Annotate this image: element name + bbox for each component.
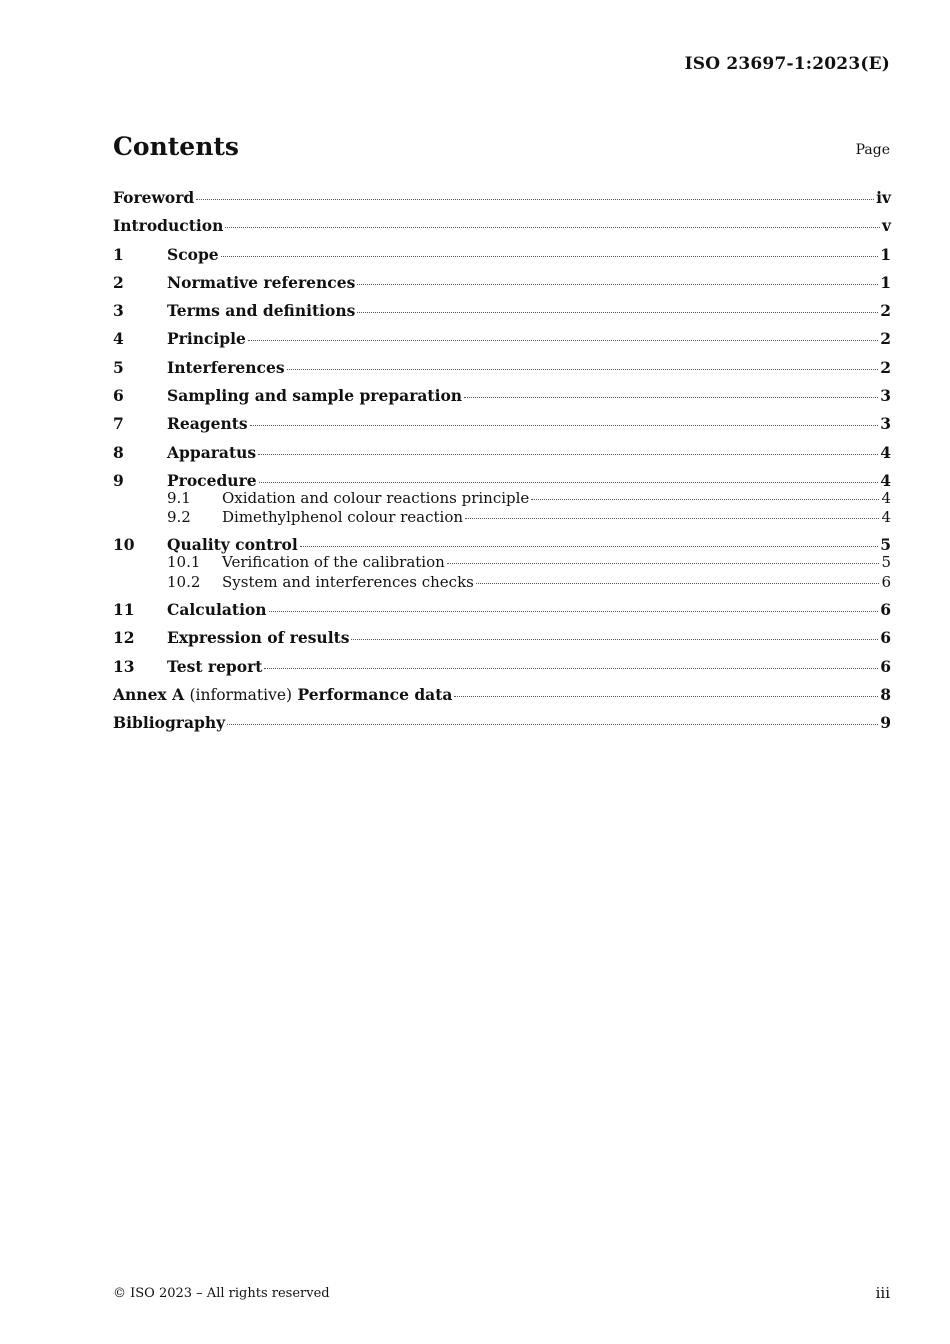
dot-leader <box>531 499 879 500</box>
toc-entry-expression-of-results[interactable] <box>113 625 891 653</box>
toc-number: 10 <box>113 535 135 555</box>
dot-leader <box>225 227 880 228</box>
toc-number: 9 <box>113 470 124 490</box>
toc-page: 9 <box>880 713 891 733</box>
table-of-contents <box>113 185 891 738</box>
dot-leader <box>476 583 880 584</box>
toc-title: Principle <box>167 329 246 349</box>
toc-title: Oxidation and colour reactions principle <box>222 488 530 507</box>
toc-title <box>113 684 452 706</box>
dot-leader <box>300 546 878 547</box>
annex-qualifier: (informative) <box>189 685 293 704</box>
toc-page: 5 <box>881 553 891 572</box>
footer-copyright: © ISO 2023 – All rights reserved <box>113 1286 330 1301</box>
toc-title: Reagents <box>167 414 248 434</box>
dot-leader <box>221 256 879 257</box>
toc-page: 3 <box>880 414 891 434</box>
toc-page: 1 <box>880 244 891 264</box>
toc-title: Procedure <box>167 470 257 490</box>
toc-entry-introduction[interactable] <box>113 213 891 241</box>
toc-page: 6 <box>881 572 891 591</box>
toc-entry-terms-and-definitions[interactable] <box>113 298 891 326</box>
toc-entry-bibliography[interactable] <box>113 710 891 738</box>
toc-page: 4 <box>881 508 891 527</box>
toc-page: iv <box>876 188 891 207</box>
toc-page: 2 <box>880 357 891 377</box>
toc-page: 5 <box>880 535 891 555</box>
dot-leader <box>464 397 878 398</box>
dot-leader <box>250 425 879 426</box>
toc-number: 2 <box>113 272 124 292</box>
annex-title: Performance data <box>297 684 453 704</box>
toc-entry-apparatus[interactable] <box>113 440 891 468</box>
toc-title: Introduction <box>113 216 224 236</box>
toc-entry-interferences[interactable] <box>113 355 891 383</box>
toc-number: 9.2 <box>167 508 191 527</box>
toc-title: Bibliography <box>113 713 226 733</box>
toc-entry-foreword[interactable] <box>113 185 891 213</box>
footer-page-number: iii <box>875 1284 890 1302</box>
toc-title: Normative references <box>167 272 356 292</box>
toc-title: Quality control <box>167 535 298 555</box>
toc-entry-scope[interactable] <box>113 242 891 270</box>
toc-page: 2 <box>880 301 891 321</box>
dot-leader <box>227 724 878 725</box>
toc-title: Verification of the calibration <box>222 553 445 572</box>
toc-title: Expression of results <box>167 628 350 648</box>
document-id: ISO 23697-1:2023(E) <box>684 54 890 74</box>
toc-title: Test report <box>167 656 263 676</box>
toc-subentry-verification[interactable] <box>113 553 891 573</box>
toc-entry-quality-control[interactable] <box>113 532 891 553</box>
toc-title: Terms and definitions <box>167 301 356 321</box>
toc-number: 10.1 <box>167 553 201 572</box>
toc-page: 8 <box>880 684 891 704</box>
toc-title: Foreword <box>113 188 195 207</box>
toc-subentry-oxidation[interactable] <box>113 489 891 509</box>
toc-title: Dimethylphenol colour reaction <box>222 508 464 527</box>
toc-title: System and interferences checks <box>222 572 474 591</box>
dot-leader <box>287 369 879 370</box>
toc-entry-annex-a[interactable] <box>113 682 891 710</box>
toc-title: Sampling and sample preparation <box>167 386 463 406</box>
dot-leader <box>196 199 874 200</box>
annex-label: Annex A <box>113 684 185 704</box>
toc-entry-reagents[interactable] <box>113 411 891 439</box>
toc-entry-normative-references[interactable] <box>113 270 891 298</box>
toc-entry-test-report[interactable] <box>113 654 891 682</box>
dot-leader <box>465 518 879 519</box>
dot-leader <box>248 340 878 341</box>
toc-entry-principle[interactable] <box>113 326 891 354</box>
toc-number: 3 <box>113 301 124 321</box>
toc-number: 6 <box>113 386 124 406</box>
toc-page: 6 <box>880 628 891 648</box>
toc-page: 4 <box>880 442 891 462</box>
toc-number: 9.1 <box>167 488 191 507</box>
dot-leader <box>258 454 878 455</box>
toc-entry-sampling[interactable] <box>113 383 891 411</box>
toc-subentry-system-checks[interactable] <box>113 573 891 597</box>
dot-leader <box>357 284 878 285</box>
toc-number: 1 <box>113 244 124 264</box>
toc-number: 12 <box>113 628 135 648</box>
toc-subentry-dimethylphenol[interactable] <box>113 508 891 532</box>
toc-entry-calculation[interactable] <box>113 597 891 625</box>
toc-page: 4 <box>881 488 891 507</box>
toc-page: 6 <box>880 656 891 676</box>
dot-leader <box>264 668 878 669</box>
toc-number: 7 <box>113 414 124 434</box>
toc-title: Apparatus <box>167 442 257 462</box>
toc-page: v <box>881 216 891 236</box>
toc-page: 1 <box>880 272 891 292</box>
toc-number: 10.2 <box>167 572 201 591</box>
toc-number: 11 <box>113 599 135 619</box>
dot-leader <box>447 563 880 564</box>
toc-number: 4 <box>113 329 124 349</box>
toc-title: Scope <box>167 244 219 264</box>
dot-leader <box>269 611 879 612</box>
toc-page: 3 <box>880 386 891 406</box>
dot-leader <box>259 482 879 483</box>
toc-entry-procedure[interactable] <box>113 468 891 489</box>
toc-title: Calculation <box>167 599 267 619</box>
toc-page: 2 <box>880 329 891 349</box>
toc-number: 5 <box>113 357 124 377</box>
toc-number: 13 <box>113 656 135 676</box>
toc-page: 4 <box>880 470 891 490</box>
dot-leader <box>351 639 878 640</box>
toc-number: 8 <box>113 442 124 462</box>
toc-page: 6 <box>880 599 891 619</box>
toc-title: Interferences <box>167 357 285 377</box>
contents-title: Contents <box>113 132 240 161</box>
dot-leader <box>454 696 878 697</box>
dot-leader <box>357 312 878 313</box>
page-column-label: Page <box>855 142 890 158</box>
